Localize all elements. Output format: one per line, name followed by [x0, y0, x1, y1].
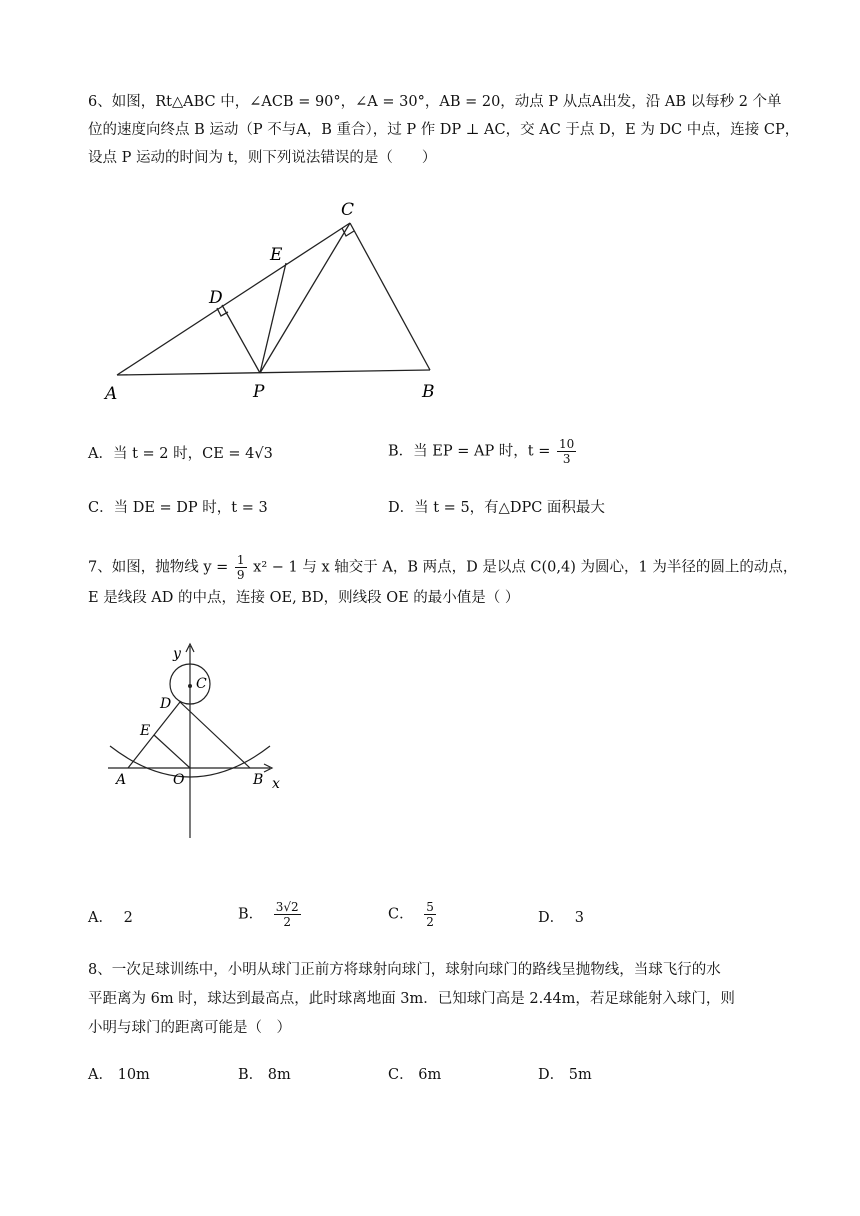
- q6-option-d: [388, 498, 605, 518]
- segment-dp: [222, 305, 260, 373]
- fraction-numerator: 5: [426, 900, 434, 914]
- q6-option-c: [88, 498, 268, 518]
- option-d-text: 3: [574, 910, 584, 926]
- label-c: C: [196, 676, 207, 692]
- segment-oe: [154, 735, 190, 768]
- fraction-denominator: 9: [236, 568, 245, 582]
- q7-stem-post: x² − 1 与 x 轴交于 A，B 两点，D 是以点 C(0,4) 为圆心，1 为半径的圆上的动点，: [253, 559, 798, 576]
- option-b-label: B．: [238, 1067, 264, 1083]
- q8-stem-line1: 8、一次足球训练中，小明从球门正前方将球射向球门，球射向球门的路线呈抛物线，当球飞行的水: [88, 962, 721, 978]
- segment-ab: [117, 370, 430, 375]
- option-c-label: C．: [388, 1067, 414, 1083]
- fraction-denominator: 2: [283, 915, 292, 929]
- label-a: A: [116, 772, 127, 788]
- option-a-label: A．: [88, 446, 113, 462]
- option-b-text: 8m: [267, 1067, 291, 1083]
- segment-ac: [117, 223, 350, 375]
- option-a-label: A．: [88, 1067, 113, 1083]
- label-b: B: [422, 382, 435, 402]
- option-d-label: D．: [538, 910, 565, 926]
- label-o: O: [173, 772, 185, 788]
- option-c-text: 当 DE = DP 时，t = 3: [113, 500, 268, 516]
- center-point-c: [188, 684, 192, 688]
- option-d-label: D．: [388, 500, 415, 516]
- q7-stem-line2: E 是线段 AD 的中点，连接 OE, BD，则线段 OE 的最小值是（ ）: [88, 590, 520, 606]
- q6-option-b: [388, 437, 578, 466]
- q6-stem-line3: 设点 P 运动的时间为 t，则下列说法错误的是（ ）: [88, 150, 437, 166]
- q7-option-d: [538, 908, 584, 928]
- label-a: A: [105, 384, 118, 404]
- option-b-text: 当 EP = AP 时，t =: [413, 443, 551, 460]
- q7-option-c: [388, 900, 438, 929]
- option-c-label: C．: [88, 500, 114, 516]
- option-a-text: 2: [123, 910, 133, 926]
- option-c-text: 6m: [418, 1067, 442, 1083]
- q8-option-b: [238, 1065, 291, 1085]
- label-e: E: [140, 723, 151, 739]
- fraction-numerator: 3√2: [275, 900, 299, 914]
- label-b: B: [253, 772, 264, 788]
- option-d-label: D．: [538, 1067, 565, 1083]
- q7-stem-pre: 7、如图，抛物线 y =: [88, 559, 229, 576]
- label-y: y: [173, 646, 181, 662]
- right-angle-mark-c: [342, 228, 354, 236]
- option-b-label: B．: [238, 906, 264, 923]
- option-a-text: 当 t = 2 时，CE = 4√3: [112, 446, 273, 462]
- q6-stem-line2: 位的速度向终点 B 运动（P 不与A，B 重合），过 P 作 DP ⊥ AC，交 AC 于点 D，E 为 DC 中点，连接 CP，: [88, 122, 800, 138]
- q8-option-a: [88, 1065, 150, 1085]
- q6-triangle-figure: [100, 195, 460, 410]
- q7-stem-fraction: [235, 553, 247, 582]
- fraction-denominator: 2: [426, 915, 434, 929]
- option-b-label: B．: [388, 443, 414, 460]
- fraction-numerator: 10: [559, 437, 575, 451]
- q6-option-a: [88, 444, 273, 464]
- option-d-text: 当 t = 5，有△DPC 面积最大: [414, 500, 605, 516]
- label-x: x: [272, 776, 280, 792]
- q8-option-c: [388, 1065, 441, 1085]
- segment-cb: [350, 223, 430, 370]
- label-c: C: [341, 200, 355, 220]
- label-e: E: [270, 245, 283, 265]
- q7-stem-line1: [88, 553, 797, 582]
- q6-stem-line1: 6、如图，Rt△ABC 中，∠ACB = 90°，∠A = 30°，AB = 20，动点 P 从点A出发，沿 AB 以每秒 2 个单: [88, 94, 782, 110]
- option-c-label: C．: [388, 906, 414, 923]
- option-c-fraction: [424, 900, 436, 929]
- q8-option-d: [538, 1065, 592, 1085]
- fraction-numerator: 1: [236, 553, 245, 567]
- label-p: P: [253, 382, 265, 402]
- option-b-fraction: [557, 437, 576, 466]
- option-a-text: 10m: [117, 1067, 150, 1083]
- option-a-label: A．: [88, 910, 113, 926]
- label-d: D: [160, 696, 172, 712]
- fraction-denominator: 3: [562, 452, 571, 466]
- q8-stem-line2: 平距离为 6m 时，球达到最高点，此时球离地面 3m．已知球门高是 2.44m，若足球能射入球门，则: [88, 991, 735, 1007]
- q8-stem-line3: 小明与球门的距离可能是（ ）: [88, 1020, 291, 1036]
- q7-parabola-figure: [100, 638, 300, 838]
- option-d-text: 5m: [568, 1067, 592, 1083]
- q7-option-a: [88, 908, 133, 928]
- label-d: D: [209, 288, 223, 308]
- q7-option-b: [238, 900, 303, 929]
- option-b-fraction: [274, 900, 301, 929]
